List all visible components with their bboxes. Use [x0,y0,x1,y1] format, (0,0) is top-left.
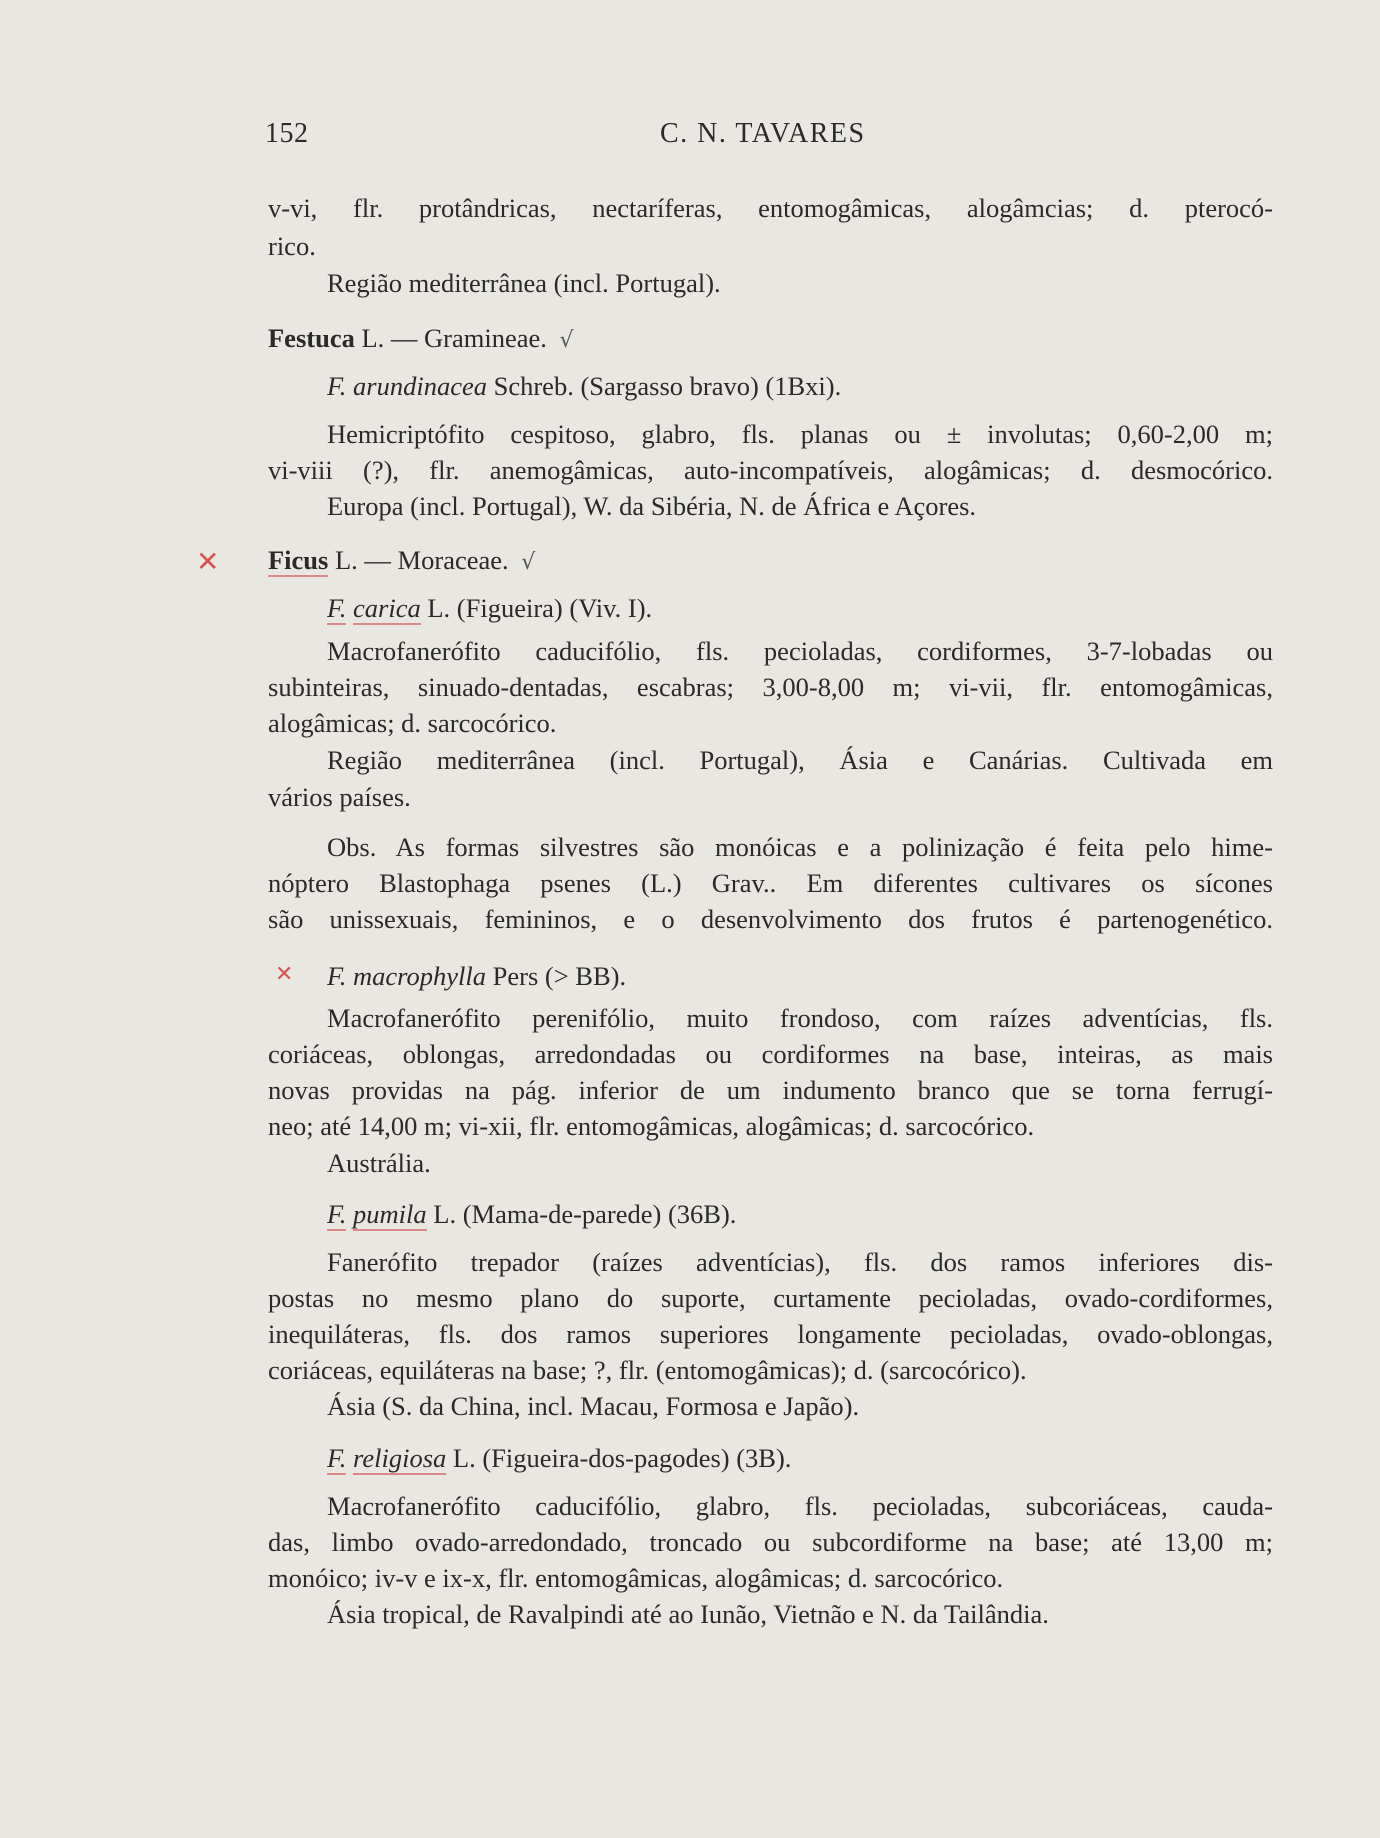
distribution-line: Austrália. [327,1148,431,1178]
species-name: carica [353,593,421,623]
distribution-line: Europa (incl. Portugal), W. da Sibéria, N. de África e Açores. [327,491,977,521]
species-abbr: F. [327,593,347,623]
species-heading-religiosa [268,1440,1273,1476]
intro-line-2: rico. [268,231,316,261]
distribution-line: Ásia tropical, de Ravalpindi até ao Iunão, Vietnão e N. da Tailândia. [327,1599,1049,1629]
red-cross-mark-icon: ✕ [196,545,220,578]
description-line: alogâmicas; d. sarcocórico. [268,708,557,738]
species-authority: L. (Figueira-dos-pagodes) (3B). [452,1443,792,1473]
species-name: pumila [353,1199,427,1229]
species-heading-carica [268,590,1273,626]
species-abbr: F. [327,1443,347,1473]
genus-heading-ficus [268,542,1273,581]
genus-name: Festuca [268,323,355,353]
distribution-line: Ásia (S. da China, incl. Macau, Formosa e Japão). [327,1391,860,1421]
species-abbr: F. [327,371,347,401]
species-name: arundinacea [353,371,487,401]
description-line: monóico; iv-v e ix-x, flr. entomogâmicas, alogâmicas; d. sarcocórico. [268,1563,1004,1593]
species-authority: Pers (> BB). [492,961,627,991]
running-title: C. N. TAVARES [660,118,866,149]
red-cross-mark-icon: ✕ [275,962,294,987]
description-line: subinteiras, sinuado-dentadas, escabras; 3,00-8,00 m; vi-vii, flr. entomogâmicas, [268,672,1273,702]
description-line: vi-viii (?), flr. anemogâmicas, auto-incompatíveis, alogâmicas; d. desmocórico. [268,455,1273,485]
genus-heading-festuca [268,320,1273,359]
distribution-line: Região mediterrânea (incl. Portugal), Ásia e Canárias. Cultivada em [327,745,1273,775]
species-heading-pumila [268,1196,1273,1232]
species-name: macrophylla [353,961,486,991]
description-line: coriáceas, equiláteras na base; ?, flr. (entomogâmicas); d. (sarcocórico). [268,1355,1027,1385]
obs-line: nóptero Blastophaga psenes (L.) Grav.. Em diferentes cultivares os sícones [268,868,1273,898]
description-line: Fanerófito trepador (raízes adventícias), fls. dos ramos inferiores dis- [327,1247,1273,1277]
description-line: das, limbo ovado-arredondado, troncado ou subcordiforme na base; até 13,00 m; [268,1527,1273,1557]
description-line: Macrofanerófito caducifólio, glabro, fls. pecioladas, subcoriáceas, cauda- [327,1491,1273,1521]
description-line: inequiláteras, fls. dos ramos superiores longamente pecioladas, ovado-oblongas, [268,1319,1273,1349]
genus-family: L. — Moraceae. [335,545,509,575]
obs-line: são unissexuais, femininos, e o desenvolvimento dos frutos é partenogenético. [268,904,1273,934]
obs-line: Obs. As formas silvestres são monóicas e a polinização é feita pelo hime- [327,832,1273,862]
intro-line-1: v-vi, flr. protândricas, nectaríferas, entomogâmicas, alogâmcias; d. pterocó- [268,193,1273,223]
species-heading-arundinacea [268,368,1273,404]
description-line: novas providas na pág. inferior de um indumento branco que se torna ferrugí- [268,1075,1273,1105]
species-abbr: F. [327,961,347,991]
species-abbr: F. [327,1199,347,1229]
species-authority: Schreb. (Sargasso bravo) (1Bxi). [493,371,842,401]
description-line: Macrofanerófito caducifólio, fls. pecioladas, cordiformes, 3-7-lobadas ou [327,636,1273,666]
page-number: 152 [265,118,309,149]
description-line: Hemicriptófito cespitoso, glabro, fls. planas ou ± involutas; 0,60-2,00 m; [327,419,1273,449]
check-mark-icon: √ [559,328,574,353]
species-authority: L. (Figueira) (Viv. I). [427,593,653,623]
species-name: religiosa [353,1443,447,1473]
description-line: postas no mesmo plano do suporte, curtamente pecioladas, ovado-cordiformes, [268,1283,1273,1313]
check-mark-icon: √ [521,550,536,575]
species-heading-macrophylla [268,958,1273,994]
intro-distribution: Região mediterrânea (incl. Portugal). [327,268,721,298]
genus-family: L. — Gramineae. [361,323,547,353]
description-line: neo; até 14,00 m; vi-xii, flr. entomogâmicas, alogâmicas; d. sarcocórico. [268,1111,1035,1141]
species-authority: L. (Mama-de-parede) (36B). [433,1199,737,1229]
genus-name: Ficus [268,545,329,575]
distribution-line: vários países. [268,782,411,812]
description-line: coriáceas, oblongas, arredondadas ou cordiformes na base, inteiras, as mais [268,1039,1273,1069]
description-line: Macrofanerófito perenifólio, muito frondoso, com raízes adventícias, fls. [327,1003,1273,1033]
